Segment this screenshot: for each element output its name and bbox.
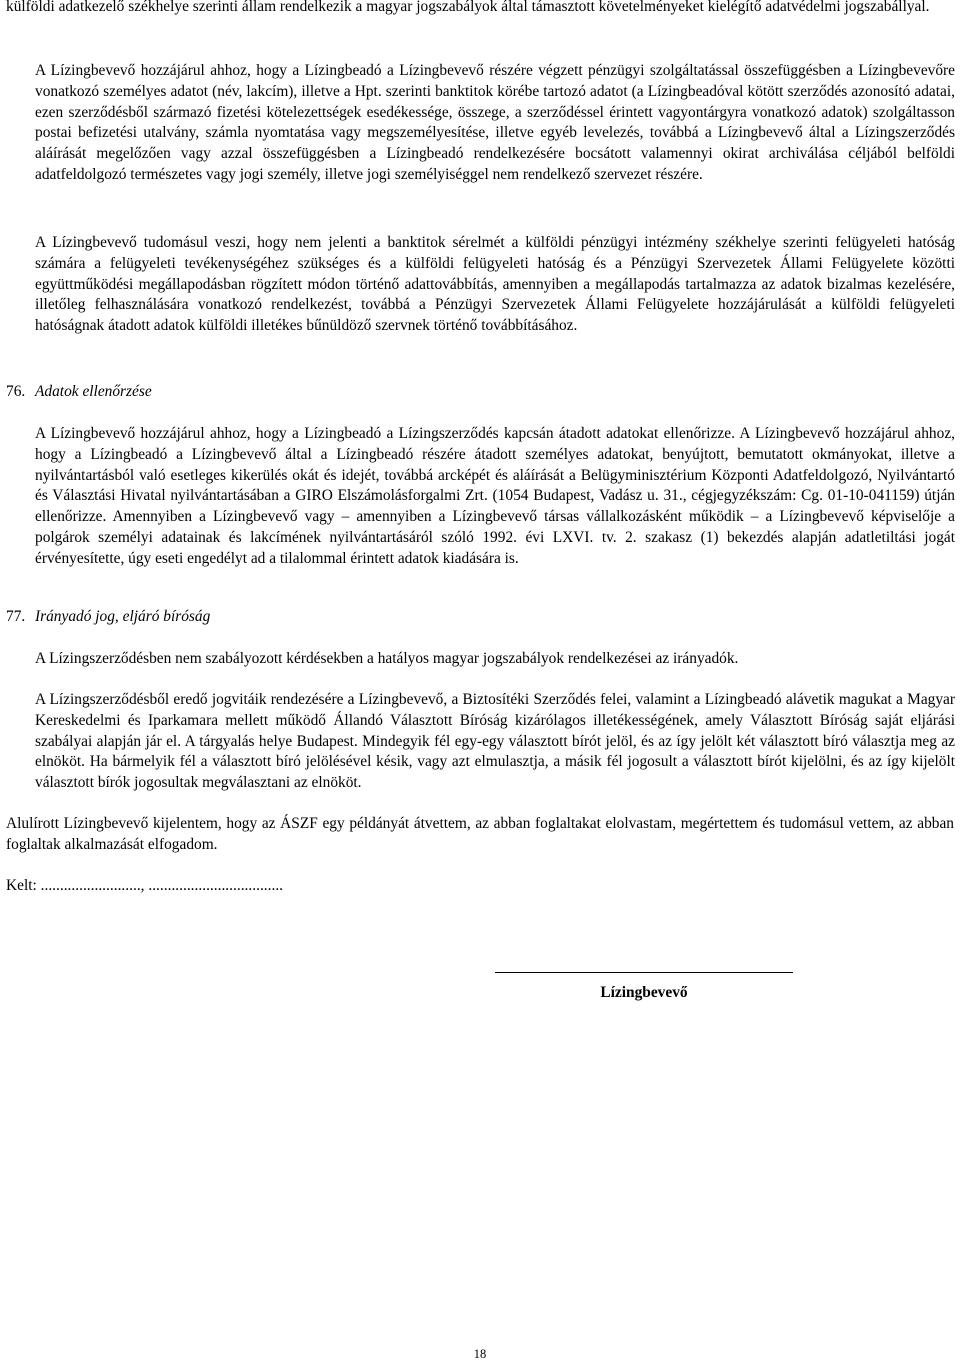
section-title-77: Irányadó jog, eljáró bíróság — [35, 608, 211, 625]
section-number-76: 76. — [6, 383, 26, 400]
place-date-line: Kelt: .........................., ................................... — [6, 877, 284, 894]
section-heading-77 — [6, 607, 210, 628]
section-title-76: Adatok ellenőrzése — [35, 383, 152, 400]
section-number-77: 77. — [6, 608, 26, 625]
paragraph-intro-continuation: külföldi adatkezelő székhelye szerinti állam rendelkezik a magyar jogszabályok által támasztott követelményeket kielégítő adatvédelmi jogszabállyal. — [6, 0, 930, 15]
paragraph-declaration: Alulírott Lízingbevevő kijelentem, hogy az ÁSZF egy példányát átvettem, az abban foglaltakat elolvastam, megértettem és tudomásul vettem, az abban foglaltak alkalmazását elfogadom. — [6, 815, 954, 853]
paragraph-arbitration: A Lízingszerződésből eredő jogvitáik rendezésére a Lízingbevevő, a Biztosítéki Szerződés felei, valamint a Lízingbeadó alávetik magukat a Magyar Kereskedelmi és Iparkamara mellett működő Állandó Választott Bíróság kizárólagos illetékességének, amely Választott Bíróság saját eljárási szabályai alapján jár el. A tárgyalás helye Budapest. Mindegyik fél egy-egy választott bírót jelöl, és az így jelölt két választott bíró választja meg az elnököt. Ha bármelyik fél a választott bíró jelölésével késik, vagy azt elmulasztja, a másik fél jogosult a választott bírót kijelölni, és az így kijelölt választott bírók jogosultak megválasztani az elnököt. — [35, 691, 955, 792]
signature-line — [495, 972, 793, 973]
paragraph-data-check: A Lízingbevevő hozzájárul ahhoz, hogy a Lízingbeadó a Lízingszerződés kapcsán átadott adatokat ellenőrizze. A Lízingbevevő hozzájárul ahhoz, hogy a Lízingbeadó a Lízingbevevő által a Lízingbeadó részére átadott személyes adatokat, benyújtott, bemutatott okmányokat, illetve a nyilvántartásból való esetleges kikerülés okát és idejét, továbbá arcképét és aláírását a Belügyminisztérium Központi Adatfeldolgozó, Nyilvántartó és Választási Hivatal nyilvántartásában a GIRO Elszámolásforgalmi Zrt. (1054 Budapest, Vadász u. 31., cégjegyzékszám: Cg. 01-10-041159) útján ellenőrizze. Amennyiben a Lízingbevevő vagy – amennyiben a Lízingbevevő társas vállalkozásként működik – a Lízingbevevő képviselője a polgárok személyi adatainak és lakcímének nyilvántartásáról szóló 1992. évi LXVI. tv. 2. szakasz (1) bekezdés alapján adatletiltási jogát érvényesítette, úgy eseti engedélyt ad a tilalommal érintett adatok kiadására is. — [35, 425, 955, 567]
paragraph-consent-bank-secret: A Lízingbevevő hozzájárul ahhoz, hogy a Lízingbeadó a Lízingbevevő részére végzett pénzügyi szolgáltatással összefüggésben a Lízingbevevőre vonatkozó személyes adatot (név, lakcím), illetve a Hpt. szerinti banktitok körébe tartozó adatot (a Lízingbeadóval kötött szerződés azonosító adatai, ezen szerződésből származó fizetési kötelezettségek esedékessége, összege, a szerződéssel érintett vagyontárgyra vonatkozó adatok) szolgáltasson postai befizetési utalvány, számla nyomtatása vagy megszemélyesítése, illetve egyéb levelezés, továbbá a Lízingbevevő által a Lízingszerződés aláírását megelőzően vagy azzal összefüggésben a Lízingbeadó rendelkezésére bocsátott valamennyi okirat archiválása céljából belföldi adatfeldolgozó természetes vagy jogi személy, illetve jogi személyiséggel nem rendelkező szervezet részére. — [35, 62, 955, 183]
paragraph-governing-law: A Lízingszerződésben nem szabályozott kérdésekben a hatályos magyar jogszabályok rendelkezései az irányadók. — [35, 650, 739, 667]
paragraph-foreign-supervision: A Lízingbevevő tudomásul veszi, hogy nem jelenti a banktitok sérelmét a külföldi pénzügyi intézmény székhelye szerinti felügyeleti hatóság számára a felügyeleti tevékenységéhez szükséges és a külföldi felügyeleti hatóság és a Pénzügyi Szervezetek Állami Felügyelete közötti együttműködési megállapodásban rögzített módon történő adattovábbítás, amennyiben a megállapodás tartalmazza az adatok bizalmas kezelésére, illetőleg felhasználására vonatkozó rendelkezést, továbbá a Pénzügyi Szervezetek Állami Felügyelete hozzájárulását a külföldi felügyeleti hatóságnak átadott adatok külföldi illetékes bűnüldöző szervnek történő továbbításához. — [35, 234, 955, 335]
signature-label: Lízingbevevő — [600, 984, 688, 1001]
section-heading-76 — [6, 382, 152, 403]
page-number: 18 — [473, 1347, 487, 1361]
